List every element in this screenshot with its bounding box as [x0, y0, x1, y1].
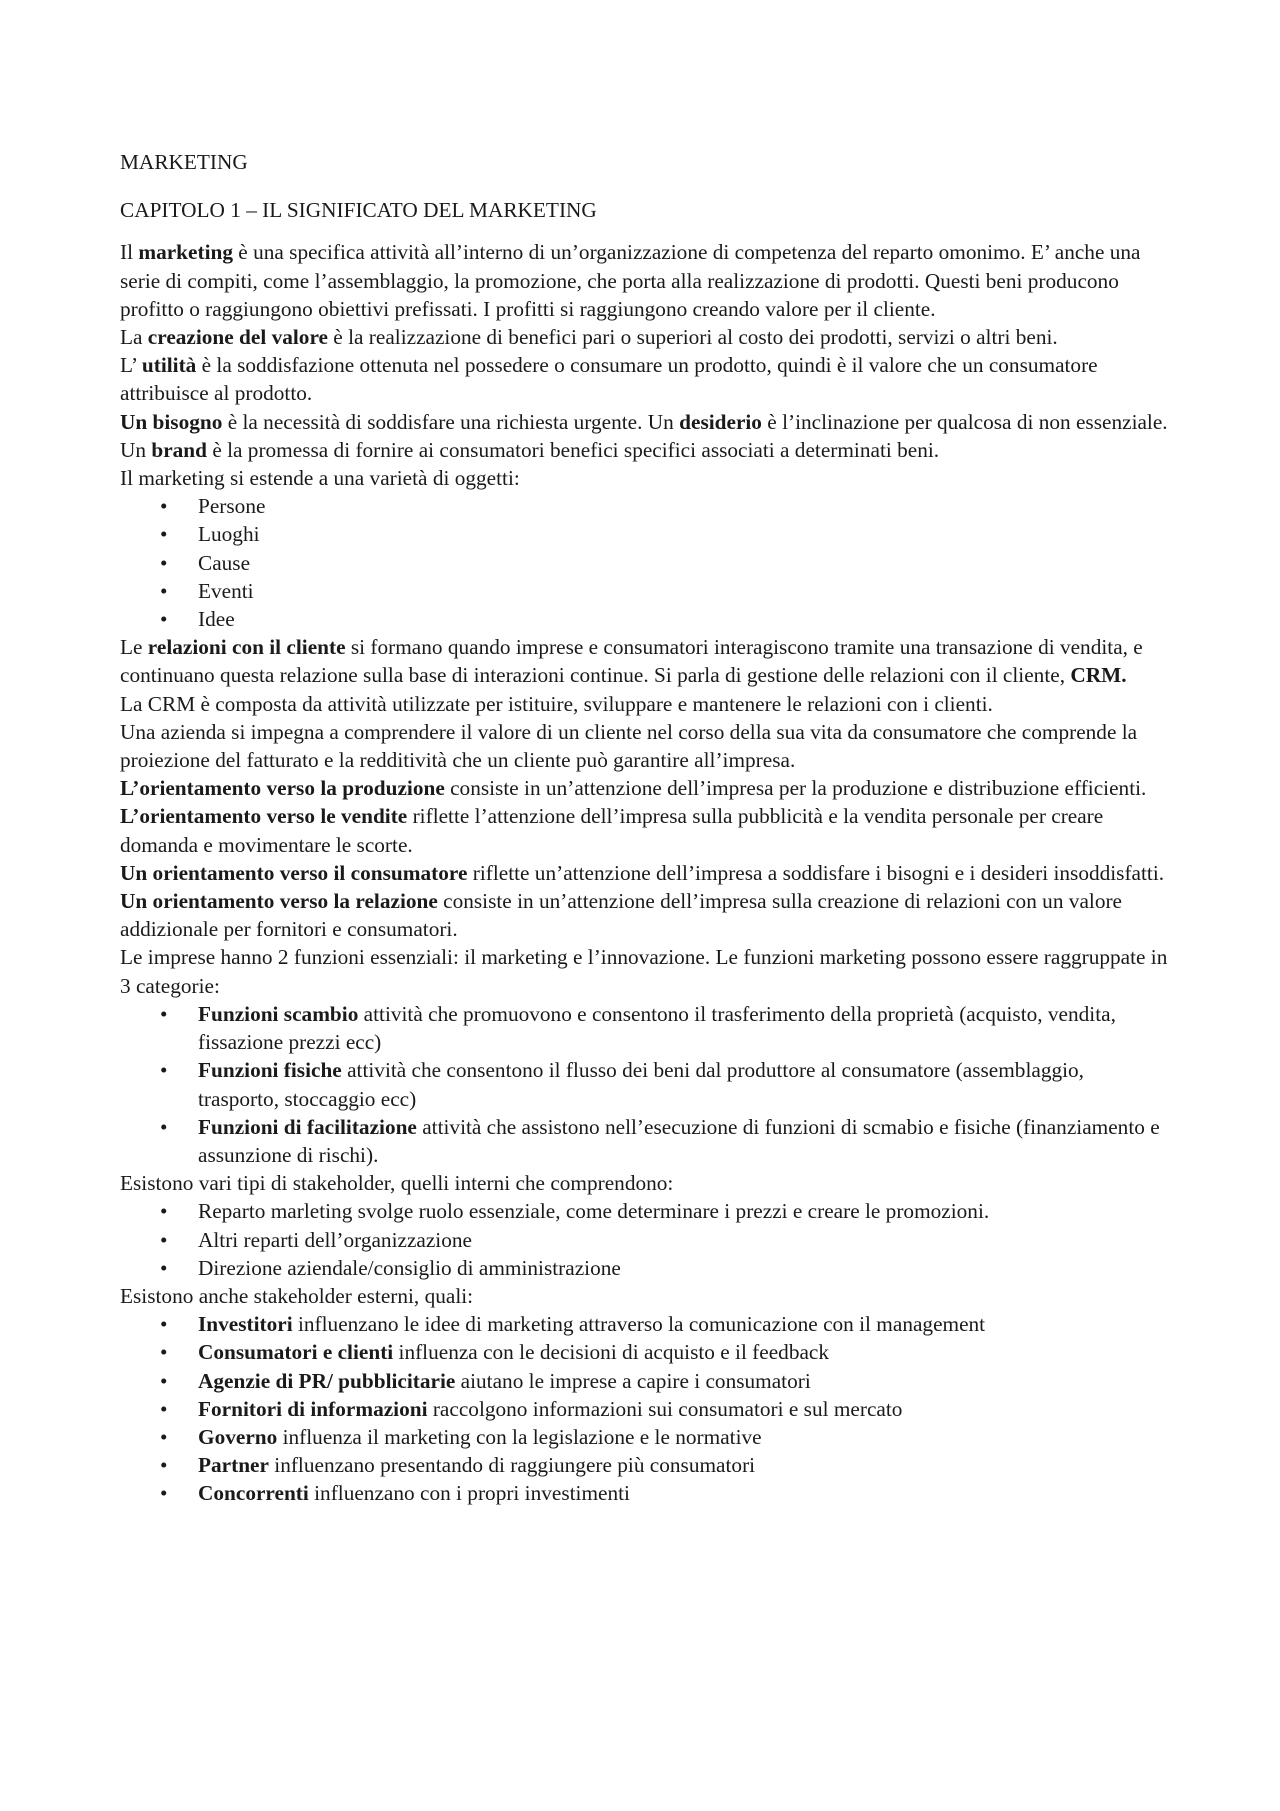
paragraph-external-stakeholders: Esistono anche stakeholder esterni, quali: — [120, 1283, 474, 1308]
paragraph-internal-stakeholders: Esistono vari tipi di stakeholder, quelli interni che comprendono: — [120, 1171, 674, 1196]
list-item: • Investitori influenzano le idee di marketing attraverso la comunicazione con il management — [120, 1310, 1170, 1338]
list-item: • Luoghi — [120, 520, 1170, 548]
list-item: • Consumatori e clienti influenza con le decisioni di acquisto e il feedback — [120, 1338, 1170, 1366]
list-item: • Concorrenti influenzano con i propri investimenti — [120, 1479, 1170, 1507]
list-item: • Eventi — [120, 577, 1170, 605]
paragraph-functions-intro: Le imprese hanno 2 funzioni essenziali: il marketing e l’innovazione. Le funzioni marketing possono essere raggruppate in 3 categorie: — [120, 945, 1168, 998]
list-item: • Funzioni fisiche attività che consentono il flusso dei beni dal produttore al consumatore (assemblaggio, trasporto, stoccaggio ecc) — [120, 1056, 1170, 1112]
list-item: • Reparto marleting svolge ruolo essenziale, come determinare i prezzi e creare le promozioni. — [120, 1197, 1170, 1225]
paragraph-utility: L’ utilità è la soddisfazione ottenuta nel possedere o consumare un prodotto, quindi è il valore che un consumatore attribuisce al prodotto. — [120, 353, 1098, 406]
list-item: • Cause — [120, 549, 1170, 577]
chapter-heading: CAPITOLO 1 – IL SIGNIFICATO DEL MARKETING — [120, 198, 597, 223]
list-item: • Funzioni scambio attività che promuovono e consentono il trasferimento della proprietà (acquisto, vendita, fissazione prezzi ecc) — [120, 1000, 1170, 1056]
list-item: • Funzioni di facilitazione attività che assistono nell’esecuzione di funzioni di scmabio e fisiche (finanziamento e assunzione di rischi). — [120, 1113, 1170, 1169]
list-item: • Governo influenza il marketing con la legislazione e le normative — [120, 1423, 1170, 1451]
list-item: • Direzione aziendale/consiglio di amministrazione — [120, 1254, 1170, 1282]
list-item: • Persone — [120, 492, 1170, 520]
list-item: • Idee — [120, 605, 1170, 633]
objects-list — [120, 492, 1170, 633]
list-item: • Altri reparti dell’organizzazione — [120, 1226, 1170, 1254]
paragraph-customer-relations: Le relazioni con il cliente si formano quando imprese e consumatori interagiscono tramite una transazione di vendita, e continuano questa relazione sulla base di interazioni continue. Si parla di gestione delle relazioni con il cliente, CRM. — [120, 635, 1143, 688]
functions-list — [120, 1000, 1170, 1169]
paragraph-value-creation: La creazione del valore è la realizzazione di benefici pari o superiori al costo dei prodotti, servizi o altri beni. — [120, 325, 1058, 350]
paragraph-brand: Un brand è la promessa di fornire ai consumatori benefici specifici associati a determinati beni. — [120, 437, 940, 462]
paragraph-need-desire: Un bisogno è la necessità di soddisfare una richiesta urgente. Un desiderio è l’inclinazione per qualcosa di non essenziale. — [120, 409, 1168, 434]
external-stakeholders-list — [120, 1310, 1170, 1507]
internal-stakeholders-list — [120, 1197, 1170, 1282]
paragraph-customer-lifetime: Una azienda si impegna a comprendere il valore di un cliente nel corso della sua vita da consumatore che comprende la proiezione del fatturato e la redditività che un cliente può garantire all’impresa. — [120, 719, 1138, 773]
list-item: • Agenzie di PR/ pubblicitarie aiutano le imprese a capire i consumatori — [120, 1367, 1170, 1395]
list-item: • Fornitori di informazioni raccolgono informazioni sui consumatori e sul mercato — [120, 1395, 1170, 1423]
paragraph-objects-intro: Il marketing si estende a una varietà di oggetti: — [120, 466, 520, 491]
document-title: MARKETING — [120, 150, 248, 174]
paragraph-production-orientation: L’orientamento verso la produzione consiste in un’attenzione dell’impresa per la produzione e distribuzione efficienti. — [120, 776, 1147, 801]
paragraph-sales-orientation: L’orientamento verso le vendite riflette l’attenzione dell’impresa sulla pubblicità e la vendita personale per creare domanda e movimentare le scorte. — [120, 804, 1104, 857]
paragraph-marketing-definition: Il marketing è una specifica attività all’interno di un’organizzazione di competenza del reparto omonimo. E’ anche una serie di compiti, come l’assemblaggio, la promozione, che porta alla realizzazione di prodotti. Questi beni producono profitto o raggiungono obiettivi prefissati. I profitti si raggiungono creando valore per il cliente. — [120, 240, 1141, 321]
paragraph-consumer-orientation: Un orientamento verso il consumatore riflette un’attenzione dell’impresa a soddisfare i bisogni e i desideri insoddisfatti. Un orientamento verso la relazione consiste in un’attenzione dell’impresa sulla creazione di relazioni con un valore addizionale per fornitori e consumatori. — [120, 860, 1165, 942]
list-item: • Partner influenzano presentando di raggiungere più consumatori — [120, 1451, 1170, 1479]
document-body — [120, 148, 1170, 1508]
paragraph-crm: La CRM è composta da attività utilizzate per istituire, sviluppare e mantenere le relazioni con i clienti. — [120, 691, 993, 716]
